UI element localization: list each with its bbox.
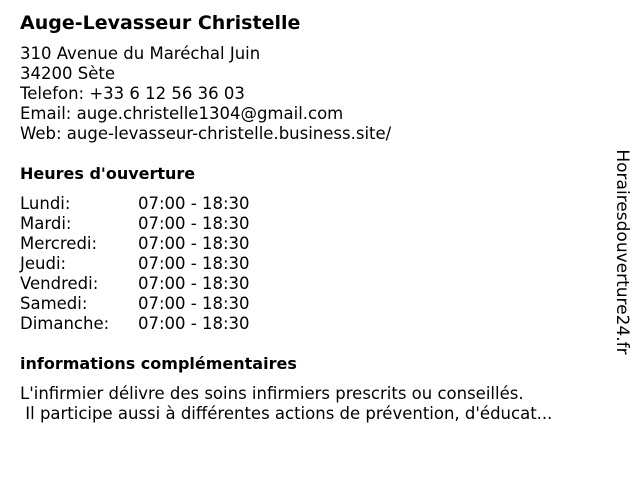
day-label: Jeudi: [20,254,67,273]
info-heading: informations complémentaires [20,354,297,373]
hours-row-tuesday [20,214,280,234]
hours-table [20,194,280,334]
hours-row-thursday [20,254,280,274]
contact-block [20,44,391,144]
hours-row-saturday [20,294,280,314]
day-label: Lundi: [20,194,71,213]
time-range: 07:00 - 18:30 [138,254,250,273]
address-street: 310 Avenue du Maréchal Juin [20,44,261,63]
site-watermark: Horairesdouverture24.fr [612,149,632,355]
time-range: 07:00 - 18:30 [138,294,250,313]
day-label: Dimanche: [20,314,110,333]
time-range: 07:00 - 18:30 [138,194,250,213]
hours-row-monday [20,194,280,214]
info-description: L'infirmier délivre des soins infirmiers prescrits ou conseillés. Il participe aussi à différentes actions de prévention, d'éducat... [20,384,553,423]
time-range: 07:00 - 18:30 [138,234,250,253]
time-range: 07:00 - 18:30 [138,314,250,333]
hours-row-wednesday [20,234,280,254]
hours-row-sunday [20,314,280,334]
phone-line: Telefon: +33 6 12 56 36 03 [20,84,245,103]
hours-row-friday [20,274,280,294]
day-label: Mardi: [20,214,72,233]
day-label: Mercredi: [20,234,98,253]
time-range: 07:00 - 18:30 [138,274,250,293]
hours-heading: Heures d'ouverture [20,164,196,183]
day-label: Samedi: [20,294,88,313]
day-label: Vendredi: [20,274,99,293]
business-name: Auge-Levasseur Christelle [20,12,301,34]
website-line: Web: auge-levasseur-christelle.business.site/ [20,124,392,143]
time-range: 07:00 - 18:30 [138,214,250,233]
address-city: 34200 Sète [20,64,115,83]
email-line: Email: auge.christelle1304@gmail.com [20,104,344,123]
